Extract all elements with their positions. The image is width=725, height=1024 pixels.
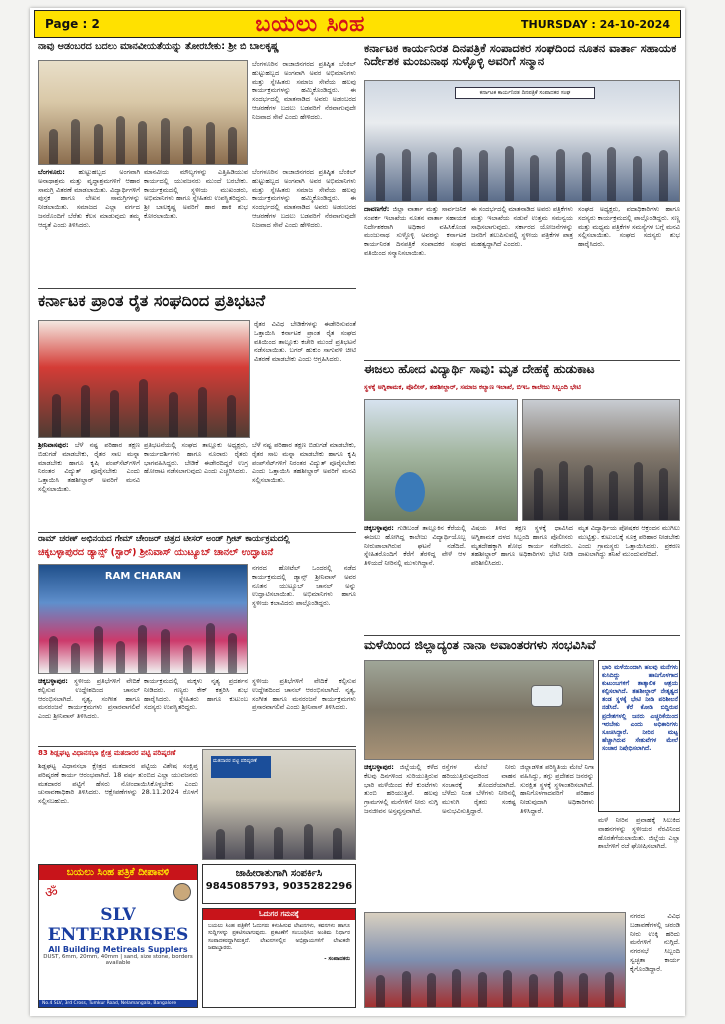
story6-photo-flood (364, 660, 594, 760)
story7-photo-banner: ಮತದಾರರ ಪಟ್ಟಿ ಪರಿಷ್ಕರಣೆ (211, 756, 271, 778)
masthead (34, 10, 681, 38)
divider (38, 288, 356, 289)
story7-headline: 83 ಶಿಡ್ಲಘಟ್ಟ ವಿಧಾನಸಭಾ ಕ್ಷೇತ್ರ ಮತದಾರರ ಪಟ್ಟಿ ಪರಿಷ್ಕರಣೆ (38, 749, 176, 757)
story5-headline-box (38, 548, 356, 562)
story4-body-a-text: ಗುಡಿಬಂಡೆ ತಾಲ್ಲೂಕಿನ ಕೆರೆಯಲ್ಲಿ ಈಜಲು ಹೋಗಿದ್ದ ಕಾಲೇಜು ವಿದ್ಯಾರ್ಥಿಯೊಬ್ಬ ನೀರುಪಾಲಾಗಿರುವ ಘಟನೆ ನಡೆದಿದೆ. ಸ್ನೇಹಿತರೊಂದಿಗೆ ಕೆರೆಗೆ ತೆರಳಿದ್ದ ವೇಳೆ ಆಳ ತಿಳಿಯದೆ ನೀರಿನಲ್ಲಿ ಮುಳುಗಿದ್ದಾನೆ. (364, 524, 466, 568)
story5-body-a: ನಗರದ ಹೋಟೆಲ್ ಒಂದರಲ್ಲಿ ನಡೆದ ಕಾರ್ಯಕ್ರಮದಲ್ಲಿ ಡ್ಯಾನ್ಸ್ ಶ್ರೀನಿವಾಸ್ ಅವರ ನೂತನ ಯುಟ್ಯೂಬ್ ಚಾನಲ್ ಅನ್ನು ಉದ್ಘಾಟಿಸಲಾಯಿತು. ಅಭಿಮಾನಿಗಳು ಹಾಗೂ ಸ್ಥಳೀಯ ಕಲಾವಿದರು ಪಾಲ್ಗೊಂಡಿದ್ದರು. (252, 564, 356, 608)
story5-photo-banner: RAM CHARAN (104, 571, 182, 582)
story4-headline-box (364, 363, 680, 383)
story1-photo (38, 60, 248, 165)
story5-body-c: ಕಾರ್ಯಕ್ರಮದಲ್ಲಿ ಮಕ್ಕಳು ನೃತ್ಯ ಪ್ರದರ್ಶನ ನೀಡಿದರು. ಗಣ್ಯರು ಕೇಕ್ ಕತ್ತರಿಸಿ ಶುಭ ಹಾರೈಸಿದರು. ಸ್ನೇಹಿತರು ಹಾಗೂ ಕುಟುಂಬ ಸದಸ್ಯರು ಉಪಸ್ಥಿತರಿದ್ದರು. (144, 677, 248, 712)
slv-ad-name: SLV ENTERPRISES (47, 905, 189, 945)
story6-sidebar-text: ಭಾರಿ ಮಳೆಯಿಂದಾಗಿ ಹಲವು ಮನೆಗಳು ಕುಸಿದಿದ್ದು ಹಾನಿಗೊಳಗಾದ ಕುಟುಂಬಗಳಿಗೆ ತಾತ್ಕಾಲಿಕ ಆಶ್ರಯ ಕಲ್ಪಿಸಲಾಗಿದೆ. ತಹಶೀಲ್ದಾರ್ ನೇತೃತ್ವದ ತಂಡ ಸ್ಥಳಕ್ಕೆ ಭೇಟಿ ನೀಡಿ ಪರಿಶೀಲನೆ ನಡೆಸಿದೆ. ಕೆರೆ ಕೋಡಿ ಬಿದ್ದಿರುವ ಪ್ರದೇಶಗಳಲ್ಲಿ ಜನರು ಎಚ್ಚರಿಕೆಯಿಂದ ಇರಬೇಕು ಎಂದು ಅಧಿಕಾರಿಗಳು ಸೂಚಿಸಿದ್ದಾರೆ. ನೀರಿನ ಮಟ್ಟ ಹೆಚ್ಚಾಗಿರುವ ಸೇತುವೆಗಳ ಮೇಲೆ ಸಂಚಾರ ನಿಷೇಧಿಸಲಾಗಿದೆ. (602, 664, 678, 752)
story2-body-a (364, 205, 466, 357)
story2-body-a-text: ಜಿಲ್ಲಾ ವಾರ್ತಾ ಮತ್ತು ಸಾರ್ವಜನಿಕ ಸಂಪರ್ಕ ಇಲಾಖೆಯ ನೂತನ ವಾರ್ತಾ ಸಹಾಯಕ ನಿರ್ದೇಶಕರಾಗಿ ಅಧಿಕಾರ ವಹಿಸಿಕೊಂಡ ಮಂಜುನಾಥ ಸುಳ್ಳೊಳ್ಳಿ ಅವರನ್ನು ಕರ್ನಾಟಕ ಕಾರ್ಯನಿರತ ದಿನಪತ್ರಿಕೆ ಸಂಪಾದಕರ ಸಂಘದ ವತಿಯಿಂದ ಸನ್ಮಾನಿಸಲಾಯಿತು. (364, 205, 466, 257)
story1-headline: ನಾವು ಆಡಂಬರದ ಬದಲು ಮಾನವೀಯತೆಯನ್ನು ತೋರಬೇಕು: ಶ್ರೀ ಬಿ ಬಾಲಕೃಷ್ಣ (38, 42, 279, 52)
story4-photo-crowd (522, 399, 680, 521)
inset-portrait (395, 472, 425, 512)
story5-lead: ಚಿಕ್ಕಬಳ್ಳಾಪುರ: (38, 677, 68, 685)
story1-body-b-text: ಹುಟ್ಟುಹಬ್ಬದ ಅಂಗವಾಗಿ ಅನಾಥಾಶ್ರಮ ಮತ್ತು ವೃದ್ಧಾಶ್ರಮಗಳಿಗೆ ಆಹಾರ ಸಾಮಗ್ರಿ ವಿತರಣೆ ಮಾಡಲಾಯಿತು. ವಿದ್ಯಾರ್ಥಿಗಳಿಗೆ ಪುಸ್ತಕ ಹಾಗೂ ಲೇಖನ ಸಾಮಗ್ರಿಗಳನ್ನು ನೀಡಲಾಯಿತು. ಸಮಾಜದ ಎಲ್ಲಾ ವರ್ಗದ ಜನರೊಂದಿಗೆ ಬೆರೆತು ಕೆಲಸ ಮಾಡುವುದು ತಮ್ಮ ಆದ್ಯತೆ ಎಂದು ತಿಳಿಸಿದರು. (38, 168, 140, 229)
divider (38, 746, 356, 747)
story4-subhead-box (364, 383, 680, 397)
issue-date: THURSDAY : 24-10-2024 (520, 17, 670, 31)
story1-body-a-cont: ಬೆಂಗಳೂರಿನ ರಾಜಾಜಿನಗರದ ಪ್ರತಿಷ್ಠಿತ ಬೆಂಕಿಲ್ ಹುಟ್ಟುಹಬ್ಬದ ಅಂಗವಾಗಿ ಅವರ ಅಭಿಮಾನಿಗಳು ಮತ್ತು ಸ್ನೇಹಿತರು ಸಮಾಜ ಸೇವೆಯ ಹಲವು ಕಾರ್ಯಕ್ರಮಗಳನ್ನು ಹಮ್ಮಿಕೊಂಡಿದ್ದರು. ಈ ಸಂದರ್ಭದಲ್ಲಿ ಮಾತನಾಡಿದ ಅವರು ಅಡಂಬರದ ಆಚರಣೆಗಳ ಬದಲು ಬಡವರಿಗೆ ನೆರವಾಗುವುದೇ ನಿಜವಾದ ಸೇವೆ ಎಂದು ಹೇಳಿದರು. (252, 168, 356, 229)
story1-headline-box (38, 42, 356, 58)
slv-enterprises-ad (38, 864, 198, 1008)
story6-lead: ಚಿಕ್ಕಬಳ್ಳಾಪುರ: (364, 763, 394, 771)
story6-body-a-text: ಜಿಲ್ಲೆಯಲ್ಲಿ ಕಳೆದ ಕೆಲವು ದಿನಗಳಿಂದ ಸುರಿಯುತ್ತಿರುವ ಭಾರಿ ಮಳೆಯಿಂದ ಕೆರೆ ಕುಂಟೆಗಳು ತುಂಬಿ ಹರಿಯುತ್ತಿವೆ. ಹಲವು ಗ್ರಾಮಗಳಲ್ಲಿ ಮನೆಗಳಿಗೆ ನೀರು ನುಗ್ಗಿ ಜನಜೀವನ ಅಸ್ತವ್ಯಸ್ತವಾಗಿದೆ. (364, 763, 438, 815)
om-icon: ॐ (45, 885, 58, 901)
advertise-contact-phones: 9845085793, 9035282296 (205, 881, 353, 892)
story5-photo (38, 564, 248, 674)
story5-kicker-box (38, 535, 356, 547)
story1-body-b (38, 168, 140, 283)
story2-headline-box (364, 42, 680, 78)
story4-subhead: ಸ್ಥಳಕ್ಕೆ ಅಗ್ನಿಶಾಮಕ, ಪೊಲೀಸ್, ತಹಶೀಲ್ದಾರ್, ಸಮಾಜ ಕಲ್ಯಾಣ ಇಲಾಖೆ, ಬಿಇಒ ಕಾಲೇಜು ಸಿಬ್ಬಂದಿ ಭೇಟಿ (364, 383, 581, 391)
divider (364, 635, 680, 636)
story7-photo (202, 749, 356, 860)
story3-body-b (38, 441, 140, 529)
story2-headline: ಕರ್ನಾಟಕ ಕಾರ್ಯನಿರತ ದಿನಪತ್ರಿಕೆ ಸಂಪಾದಕರ ಸಂಘದಿಂದ ನೂತನ ವಾರ್ತಾ ಸಹಾಯಕ ನಿರ್ದೇಶಕ ಮಂಜುನಾಥ ಸುಳ್ಳೊಳ್ಳಿ ಅವರಿಗೆ ಸನ್ಮಾನ (364, 42, 677, 69)
story6-body-c: ಜಿಲ್ಲಾಡಳಿತ ಪರಿಸ್ಥಿತಿಯ ಮೇಲೆ ನಿಗಾ ವಹಿಸಿದ್ದು, ತಗ್ಗು ಪ್ರದೇಶದ ಜನರನ್ನು ಸುರಕ್ಷಿತ ಸ್ಥಳಕ್ಕೆ ಸ್ಥಳಾಂತರಿಸಲಾಗಿದೆ. ಹಾನಿಗೊಳಗಾದವರಿಗೆ ಪರಿಹಾರ ನೀಡುವುದಾಗಿ ಅಧಿಕಾರಿಗಳು ತಿಳಿಸಿದ್ದಾರೆ. (520, 763, 594, 815)
slv-ad-icons (39, 880, 197, 905)
readers-notice (202, 908, 356, 1008)
story6-headline-box (364, 638, 680, 658)
story6-sidebar (598, 660, 680, 812)
story2-body-c: ಸಂಘದ ಅಧ್ಯಕ್ಷರು, ಪದಾಧಿಕಾರಿಗಳು ಹಾಗೂ ಸದಸ್ಯರು ಕಾರ್ಯಕ್ರಮದಲ್ಲಿ ಪಾಲ್ಗೊಂಡಿದ್ದರು. ಸಣ್ಣ ಮತ್ತು ಮಧ್ಯಮ ಪತ್ರಿಕೆಗಳ ಸಮಸ್ಯೆಗಳ ಬಗ್ಗೆ ಮನವಿ ಸಲ್ಲಿಸಲಾಯಿತು. ಸಂಘದ ಸದಸ್ಯರು ಶುಭ ಹಾರೈಸಿದರು. (578, 205, 680, 249)
story4-body-c: ಮೃತ ವಿದ್ಯಾರ್ಥಿಯ ಪೋಷಕರ ಆಕ್ರಂದನ ಮುಗಿಲು ಮುಟ್ಟಿತ್ತು. ಕುಟುಂಬಕ್ಕೆ ಸೂಕ್ತ ಪರಿಹಾರ ನೀಡಬೇಕು ಎಂದು ಗ್ರಾಮಸ್ಥರು ಒತ್ತಾಯಿಸಿದರು. ಪ್ರಕರಣ ದಾಖಲಾಗಿದ್ದು ತನಿಖೆ ಮುಂದುವರೆದಿದೆ. (578, 524, 680, 559)
story2-photo-banner: ಕರ್ನಾಟಕ ಕಾರ್ಯನಿರತ ದಿನಪತ್ರಿಕೆ ಸಂಪಾದಕರ ಸಂಘ (455, 87, 595, 99)
newspaper-title: ಬಯಲು ಸಿಂಹ (255, 11, 366, 37)
divider (364, 360, 680, 361)
story6-body-a (364, 763, 438, 908)
slv-ad-items: DUST, 6mm, 20mm, 40mm | sand, size stone, borders available (43, 954, 193, 966)
story4-headline: ಈಜಲು ಹೋದ ವಿದ್ಯಾರ್ಥಿ ಸಾವು: ಮೃತ ದೇಹಕ್ಕೆ ಹುಡುಕಾಟ (364, 363, 595, 376)
newspaper-page (30, 8, 685, 1016)
slv-ad-banner: ಬಯಲು ಸಿಂಹ ಪತ್ರಿಕೆ ದೀಪಾವಳಿ (39, 865, 197, 880)
story7-headline-box (38, 749, 198, 761)
readers-notice-signature: - ಸಂಪಾದಕರು (324, 955, 350, 962)
story3-headline: ಕರ್ನಾಟಕ ಪ್ರಾಂತ ರೈತ ಸಂಘದಿಂದ ಪ್ರತಿಭಟನೆ (38, 292, 266, 310)
readers-notice-title: ಓದುಗರ ಗಮನಕ್ಕೆ (203, 909, 355, 920)
avatar (173, 883, 191, 901)
story3-headline-box (38, 292, 356, 316)
story3-body-c: ಪ್ರತಿಭಟನೆಯಲ್ಲಿ ಸಂಘದ ತಾಲ್ಲೂಕು ಅಧ್ಯಕ್ಷರು, ಕಾರ್ಯದರ್ಶಿಗಳು ಹಾಗೂ ನೂರಾರು ರೈತರು ಭಾಗವಹಿಸಿದ್ದರು. ಬೇಡಿಕೆ ಈಡೇರದಿದ್ದರೆ ಉಗ್ರ ಹೋರಾಟ ನಡೆಸಲಾಗುವುದು ಎಂದು ಎಚ್ಚರಿಸಿದರು. (144, 441, 248, 476)
story5-headline: ಚಿಕ್ಕಬಳ್ಳಾಪುರದ ಡ್ಯಾನ್ಸ್ (ಸ್ಟಾರ್) ಶ್ರೀನಿವಾಸ್ ಯುಟ್ಯೂಬ್ ಚಾನಲ್ ಉದ್ಘಾಟನೆ (38, 548, 274, 558)
advertise-contact-box (202, 864, 356, 904)
story5-body-a-cont: ಸ್ಥಳೀಯ ಪ್ರತಿಭೆಗಳಿಗೆ ವೇದಿಕೆ ಕಲ್ಪಿಸುವ ಉದ್ದೇಶದಿಂದ ಚಾನಲ್ ಆರಂಭಿಸಲಾಗಿದೆ. ನೃತ್ಯ, ಸಂಗೀತ ಹಾಗೂ ಮನರಂಜನೆ ಕಾರ್ಯಕ್ರಮಗಳು ಪ್ರಸಾರವಾಗಲಿವೆ ಎಂದು ಶ್ರೀನಿವಾಸ್ ತಿಳಿಸಿದರು. (252, 677, 356, 712)
story7-body: ಶಿಡ್ಲಘಟ್ಟ ವಿಧಾನಸಭಾ ಕ್ಷೇತ್ರದ ಮತದಾರರ ಪಟ್ಟಿಯ ವಿಶೇಷ ಸಂಕ್ಷಿಪ್ತ ಪರಿಷ್ಕರಣೆ ಕಾರ್ಯ ಆರಂಭವಾಗಿದೆ. 18 ವರ್ಷ ತುಂಬಿದ ಎಲ್ಲಾ ಯುವಜನರು ಮತದಾರರ ಪಟ್ಟಿಗೆ ಹೆಸರು ನೋಂದಾಯಿಸಿಕೊಳ್ಳಬೇಕು ಎಂದು ಚುನಾವಣಾಧಿಕಾರಿ ತಿಳಿಸಿದರು. ಆಕ್ಷೇಪಣೆಗಳನ್ನು 28.11.2024 ರೊಳಗೆ ಸಲ್ಲಿಸಬಹುದು. (38, 762, 198, 806)
story6-body-d: ಮಳೆ ನೀರಿನ ಪ್ರವಾಹಕ್ಕೆ ಸಿಲುಕಿದ ವಾಹನಗಳನ್ನು ಸ್ಥಳೀಯರ ನೆರವಿನಿಂದ ಹೊರತೆಗೆಯಲಾಯಿತು. ಜಿಲ್ಲೆಯ ಎಲ್ಲಾ ಶಾಲೆಗಳಿಗೆ ರಜೆ ಘೋಷಿಸಲಾಗಿದೆ. (598, 816, 680, 851)
story6-body-b: ರಸ್ತೆಗಳ ಮೇಲೆ ನೀರು ಹರಿಯುತ್ತಿರುವುದರಿಂದ ವಾಹನ ಸಂಚಾರಕ್ಕೆ ತೊಂದರೆಯಾಗಿದೆ. ಬೆಳೆದು ನಿಂತ ಬೆಳೆಗಳು ನೀರಿನಲ್ಲಿ ಮುಳುಗಿ ರೈತರು ಸಂಕಷ್ಟ ಅನುಭವಿಸುತ್ತಿದ್ದಾರೆ. (442, 763, 516, 815)
slv-ad-tagline: All Building Metireals Supplers (48, 945, 188, 954)
page-number: Page : 2 (45, 17, 100, 31)
story3-lead: ಶ್ರೀನಿವಾಸಪುರ: (38, 441, 69, 449)
story1-body-c: ಮಾನವೀಯ ಮೌಲ್ಯಗಳನ್ನು ಎತ್ತಿಹಿಡಿಯುವ ಕಾರ್ಯದಲ್ಲಿ ಯುವಜನರು ಮುಂದೆ ಬರಬೇಕು. ಕಾರ್ಯಕ್ರಮದಲ್ಲಿ ಸ್ಥಳೀಯ ಮುಖಂಡರು, ಅಭಿಮಾನಿಗಳು ಹಾಗೂ ಸ್ನೇಹಿತರು ಉಪಸ್ಥಿತರಿದ್ದರು. ಶ್ರೀ ಬಾಲಕೃಷ್ಣ ಅವರಿಗೆ ಹಾರ ಹಾಕಿ ಶುಭ ಕೋರಲಾಯಿತು. (144, 168, 248, 220)
story4-lead: ಚಿಕ್ಕಬಳ್ಳಾಪುರ: (364, 524, 394, 532)
story3-body-a: ರೈತರ ವಿವಿಧ ಬೇಡಿಕೆಗಳನ್ನು ಈಡೇರಿಸುವಂತೆ ಒತ್ತಾಯಿಸಿ ಕರ್ನಾಟಕ ಪ್ರಾಂತ ರೈತ ಸಂಘದ ವತಿಯಿಂದ ತಾಲ್ಲೂಕು ಕಚೇರಿ ಮುಂದೆ ಪ್ರತಿಭಟನೆ ನಡೆಸಲಾಯಿತು. ಬಗರ್ ಹುಕುಂ ಸಾಗುವಳಿ ಚೀಟಿ ವಿತರಣೆ ಮಾಡಬೇಕು ಎಂದು ಆಗ್ರಹಿಸಿದರು. (254, 320, 356, 364)
story5-body-b (38, 677, 140, 743)
story4-body-a (364, 524, 466, 632)
story6-body-e: ನಗರದ ವಿವಿಧ ಬಡಾವಣೆಗಳಲ್ಲಿ ಚರಂಡಿ ನೀರು ಉಕ್ಕಿ ಹರಿದು ಮನೆಗಳಿಗೆ ನುಗ್ಗಿದೆ. ನಗರಸಭೆ ಸಿಬ್ಬಂದಿ ಸ್ವಚ್ಛತಾ ಕಾರ್ಯ ಕೈಗೊಂಡಿದ್ದಾರೆ. (630, 912, 680, 973)
story2-body-b: ಈ ಸಂದರ್ಭದಲ್ಲಿ ಮಾತನಾಡಿದ ಅವರು ಪತ್ರಿಕೆಗಳು ಮತ್ತು ಇಲಾಖೆಯ ನಡುವೆ ಉತ್ತಮ ಸಮನ್ವಯ ಸಾಧಿಸಲಾಗುವುದು. ಸರ್ಕಾರದ ಯೋಜನೆಗಳನ್ನು ಜನರಿಗೆ ತಲುಪಿಸುವಲ್ಲಿ ಸ್ಥಳೀಯ ಪತ್ರಿಕೆಗಳ ಪಾತ್ರ ಮಹತ್ವದ್ದಾಗಿದೆ ಎಂದರು. (471, 205, 573, 249)
story5-kicker: ರಾಮ್ ಚರಣ್ ಅಭಿನಯದ ಗೇಮ್ ಚೇಂಜರ್ ಚಿತ್ರದ ಟೀಸರ್ ಅಂಡ್ ಗ್ರೀಟ್ ಕಾರ್ಯಕ್ರಮದಲ್ಲಿ (38, 535, 290, 544)
slv-ad-address: No.4 SLV, 3rd Cross, Tumkur Road, Nelamangala, Bangalore (39, 1000, 197, 1007)
story3-body-b-text: ಬೆಳೆ ನಷ್ಟ ಪರಿಹಾರ ತಕ್ಷಣ ಬಿಡುಗಡೆ ಮಾಡಬೇಕು, ರೈತರ ಸಾಲ ಮನ್ನಾ ಮಾಡಬೇಕು ಹಾಗೂ ಕೃಷಿ ಪಂಪ್‌ಸೆಟ್‌ಗಳಿಗೆ ನಿರಂತರ ವಿದ್ಯುತ್ ಪೂರೈಸಬೇಕು ಎಂದು ಒತ್ತಾಯಿಸಿ ತಹಶೀಲ್ದಾರ್ ಅವರಿಗೆ ಮನವಿ ಸಲ್ಲಿಸಲಾಯಿತು. (38, 441, 140, 493)
story4-photo-lake (364, 399, 518, 521)
story4-body-b: ವಿಷಯ ತಿಳಿದ ತಕ್ಷಣ ಸ್ಥಳಕ್ಕೆ ಧಾವಿಸಿದ ಅಗ್ನಿಶಾಮಕ ದಳದ ಸಿಬ್ಬಂದಿ ಹಾಗೂ ಪೊಲೀಸರು ಮೃತದೇಹಕ್ಕಾಗಿ ಶೋಧ ಕಾರ್ಯ ನಡೆಸಿದರು. ತಹಶೀಲ್ದಾರ್ ಹಾಗೂ ಅಧಿಕಾರಿಗಳು ಭೇಟಿ ನೀಡಿ ಪರಿಶೀಲಿಸಿದರು. (471, 524, 573, 568)
story2-lead: ದಾವಣಗೆರೆ: (364, 205, 390, 213)
divider (38, 532, 356, 533)
readers-notice-body: ಬಯಲು ಸಿಂಹ ಪತ್ರಿಕೆಗೆ ಓದುಗರು ಕಳುಹಿಸುವ ಲೇಖನಗಳು, ಕವನಗಳು ಹಾಗೂ ಸುದ್ದಿಗಳನ್ನು ಪ್ರಕಟಿಸಲಾಗುವುದು. ಪ್ರಕಟಣೆಗೆ ಸಂಬಂಧಿಸಿದ ಅಂತಿಮ ನಿರ್ಧಾರ ಸಂಪಾದಕರದ್ದಾಗಿರುತ್ತದೆ. ಲೇಖನಗಳಲ್ಲಿನ ಅಭಿಪ್ರಾಯಗಳಿಗೆ ಲೇಖಕರೇ ಜವಾಬ್ದಾರರು. (208, 923, 350, 952)
story2-photo (364, 80, 680, 202)
story6-photo-group (364, 912, 626, 1008)
story1-lead: ಬೆಂಗಳೂರು: (38, 168, 65, 176)
car-icon (531, 685, 563, 707)
story5-body-b-text: ಸ್ಥಳೀಯ ಪ್ರತಿಭೆಗಳಿಗೆ ವೇದಿಕೆ ಕಲ್ಪಿಸುವ ಉದ್ದೇಶದಿಂದ ಚಾನಲ್ ಆರಂಭಿಸಲಾಗಿದೆ. ನೃತ್ಯ, ಸಂಗೀತ ಹಾಗೂ ಮನರಂಜನೆ ಕಾರ್ಯಕ್ರಮಗಳು ಪ್ರಸಾರವಾಗಲಿವೆ ಎಂದು ಶ್ರೀನಿವಾಸ್ ತಿಳಿಸಿದರು. (38, 677, 140, 721)
story3-body-a-cont: ಬೆಳೆ ನಷ್ಟ ಪರಿಹಾರ ತಕ್ಷಣ ಬಿಡುಗಡೆ ಮಾಡಬೇಕು, ರೈತರ ಸಾಲ ಮನ್ನಾ ಮಾಡಬೇಕು ಹಾಗೂ ಕೃಷಿ ಪಂಪ್‌ಸೆಟ್‌ಗಳಿಗೆ ನಿರಂತರ ವಿದ್ಯುತ್ ಪೂರೈಸಬೇಕು ಎಂದು ಒತ್ತಾಯಿಸಿ ತಹಶೀಲ್ದಾರ್ ಅವರಿಗೆ ಮನವಿ ಸಲ್ಲಿಸಲಾಯಿತು. (252, 441, 356, 485)
story1-body-a: ಬೆಂಗಳೂರಿನ ರಾಜಾಜಿನಗರದ ಪ್ರತಿಷ್ಠಿತ ಬೆಂಕಿಲ್ ಹುಟ್ಟುಹಬ್ಬದ ಅಂಗವಾಗಿ ಅವರ ಅಭಿಮಾನಿಗಳು ಮತ್ತು ಸ್ನೇಹಿತರು ಸಮಾಜ ಸೇವೆಯ ಹಲವು ಕಾರ್ಯಕ್ರಮಗಳನ್ನು ಹಮ್ಮಿಕೊಂಡಿದ್ದರು. ಈ ಸಂದರ್ಭದಲ್ಲಿ ಮಾತನಾಡಿದ ಅವರು ಅಡಂಬರದ ಆಚರಣೆಗಳ ಬದಲು ಬಡವರಿಗೆ ನೆರವಾಗುವುದೇ ನಿಜವಾದ ಸೇವೆ ಎಂದು ಹೇಳಿದರು. (252, 60, 356, 121)
story3-photo (38, 320, 250, 438)
advertise-contact-title: ಜಾಹೀರಾತುಗಾಗಿ ಸಂಪರ್ಕಿಸಿ (235, 868, 323, 879)
story6-headline: ಮಳೆಯಿಂದ ಜಿಲ್ಲಾದ್ಯಂತ ನಾನಾ ಅವಾಂತರಗಳು ಸಂಭವಿಸಿವೆ (364, 638, 596, 652)
